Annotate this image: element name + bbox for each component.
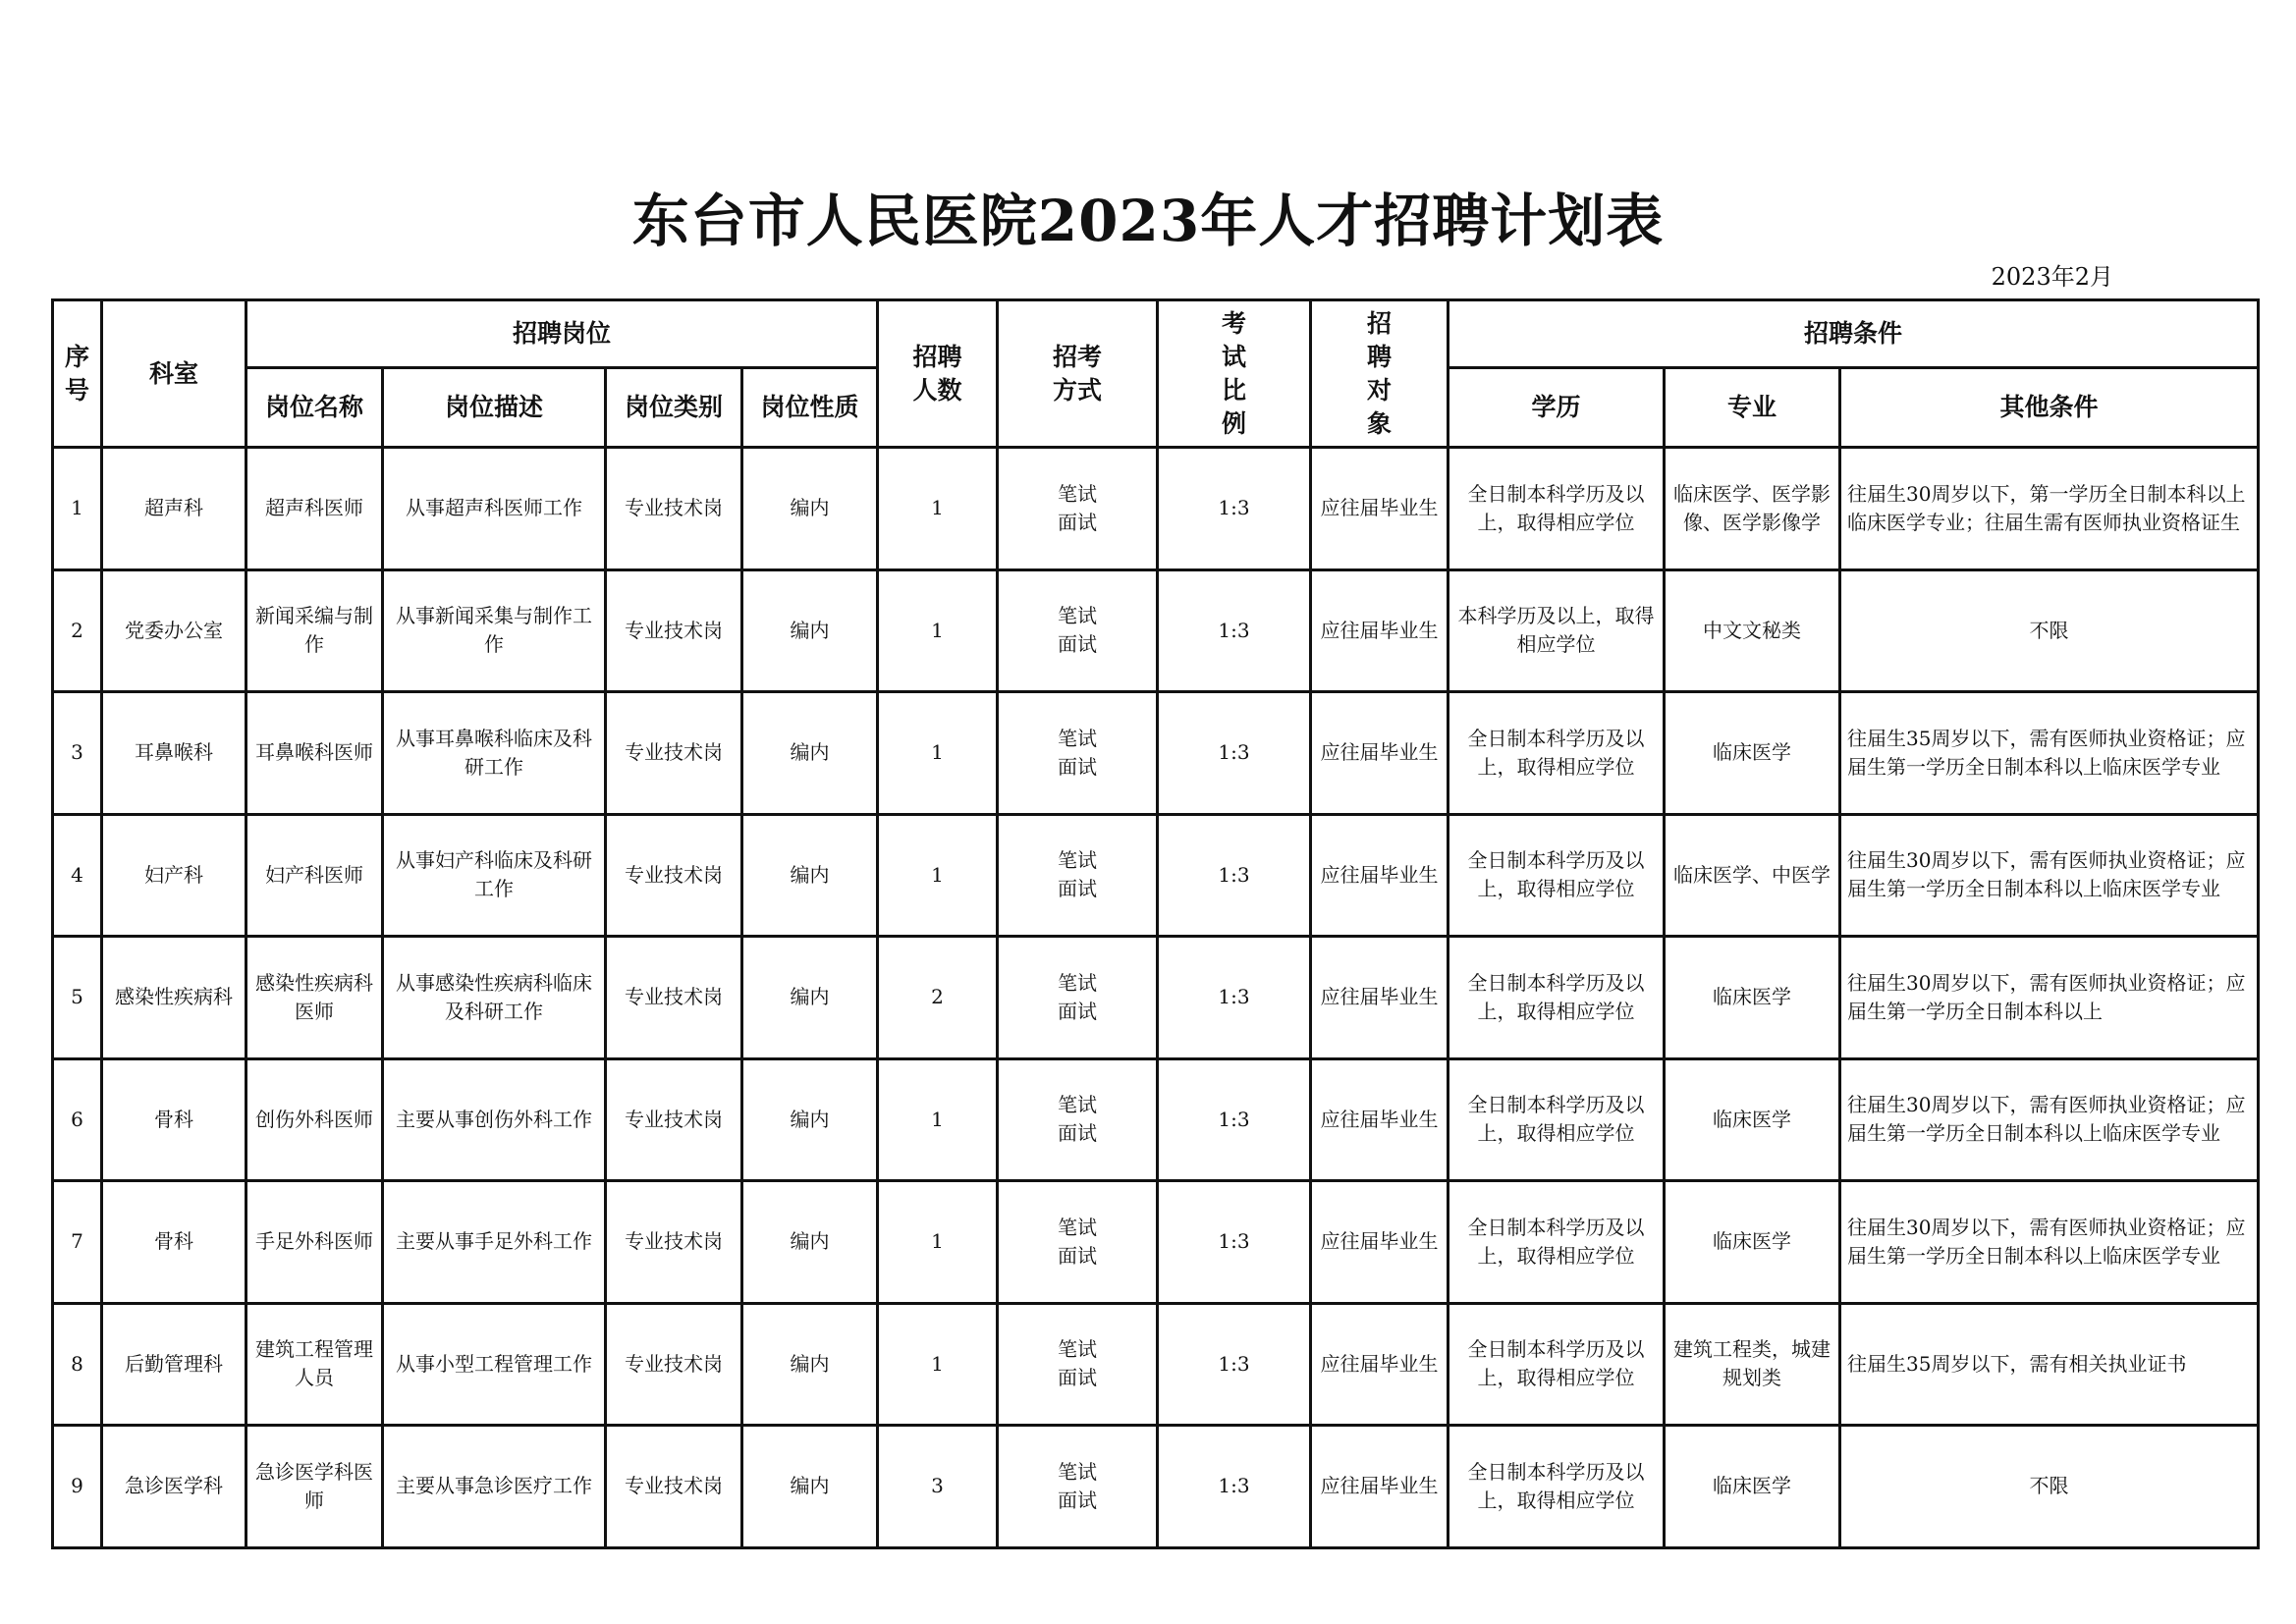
header-post-desc: 岗位描述: [383, 368, 606, 448]
cell-seq: 7: [53, 1181, 102, 1304]
cell-post-desc: 主要从事急诊医疗工作: [383, 1426, 606, 1548]
cell-method: 笔试 面试: [998, 448, 1158, 570]
cell-seq: 6: [53, 1058, 102, 1181]
cell-major: 临床医学: [1665, 937, 1840, 1059]
cell-method: 笔试 面试: [998, 692, 1158, 815]
header-count: 招聘人数: [878, 300, 998, 448]
cell-post-type: 专业技术岗: [606, 814, 742, 937]
cell-post-type: 专业技术岗: [606, 448, 742, 570]
cell-post-type: 专业技术岗: [606, 937, 742, 1059]
cell-major: 临床医学: [1665, 1058, 1840, 1181]
cell-post-nature: 编内: [742, 814, 878, 937]
cell-seq: 8: [53, 1303, 102, 1426]
cell-major: 中文文秘类: [1665, 569, 1840, 692]
table-row: [53, 1058, 2259, 1181]
cell-other: 不限: [1840, 1426, 2259, 1548]
cell-major: 临床医学: [1665, 692, 1840, 815]
header-ratio: 考试比例: [1158, 300, 1311, 448]
cell-education: 全日制本科学历及以上，取得相应学位: [1449, 1058, 1665, 1181]
header-cond-group: 招聘条件: [1449, 300, 2259, 368]
cell-post-name: 建筑工程管理人员: [246, 1303, 383, 1426]
cell-other: 往届生30周岁以下，需有医师执业资格证；应届生第一学历全日制本科以上临床医学专业: [1840, 814, 2259, 937]
cell-ratio: 1:3: [1158, 569, 1311, 692]
cell-post-desc: 从事耳鼻喉科临床及科研工作: [383, 692, 606, 815]
cell-education: 全日制本科学历及以上，取得相应学位: [1449, 448, 1665, 570]
cell-post-nature: 编内: [742, 448, 878, 570]
cell-education: 全日制本科学历及以上，取得相应学位: [1449, 692, 1665, 815]
cell-ratio: 1:3: [1158, 814, 1311, 937]
cell-other: 往届生35周岁以下，需有医师执业资格证；应届生第一学历全日制本科以上临床医学专业: [1840, 692, 2259, 815]
cell-dept: 骨科: [102, 1181, 246, 1304]
cell-post-desc: 从事超声科医师工作: [383, 448, 606, 570]
cell-post-nature: 编内: [742, 1181, 878, 1304]
cell-post-desc: 从事小型工程管理工作: [383, 1303, 606, 1426]
cell-major: 临床医学: [1665, 1426, 1840, 1548]
cell-method: 笔试 面试: [998, 569, 1158, 692]
cell-target: 应往届毕业生: [1311, 448, 1449, 570]
cell-other: 往届生30周岁以下，需有医师执业资格证；应届生第一学历全日制本科以上临床医学专业: [1840, 1058, 2259, 1181]
document-date: 2023年2月: [1991, 263, 2113, 291]
cell-target: 应往届毕业生: [1311, 1426, 1449, 1548]
header-seq: 序号: [53, 300, 102, 448]
cell-post-name: 耳鼻喉科医师: [246, 692, 383, 815]
header-education: 学历: [1449, 368, 1665, 448]
cell-method: 笔试 面试: [998, 814, 1158, 937]
cell-post-desc: 从事感染性疾病科临床及科研工作: [383, 937, 606, 1059]
cell-post-name: 感染性疾病科医师: [246, 937, 383, 1059]
header-other: 其他条件: [1840, 368, 2259, 448]
cell-seq: 1: [53, 448, 102, 570]
cell-post-type: 专业技术岗: [606, 692, 742, 815]
header-major: 专业: [1665, 368, 1840, 448]
cell-major: 建筑工程类，城建规划类: [1665, 1303, 1840, 1426]
page-title: 东台市人民医院2023年人才招聘计划表: [631, 188, 1665, 254]
cell-major: 临床医学: [1665, 1181, 1840, 1304]
cell-post-name: 超声科医师: [246, 448, 383, 570]
cell-method: 笔试 面试: [998, 1181, 1158, 1304]
cell-post-name: 手足外科医师: [246, 1181, 383, 1304]
cell-count: 1: [878, 692, 998, 815]
cell-method: 笔试 面试: [998, 1426, 1158, 1548]
cell-ratio: 1:3: [1158, 692, 1311, 815]
cell-ratio: 1:3: [1158, 1303, 1311, 1426]
cell-target: 应往届毕业生: [1311, 692, 1449, 815]
cell-other: 往届生35周岁以下，需有相关执业证书: [1840, 1303, 2259, 1426]
cell-post-nature: 编内: [742, 937, 878, 1059]
cell-count: 1: [878, 814, 998, 937]
header-target: 招聘对象: [1311, 300, 1449, 448]
cell-method: 笔试 面试: [998, 1058, 1158, 1181]
cell-seq: 5: [53, 937, 102, 1059]
table-row: [53, 1181, 2259, 1304]
cell-education: 全日制本科学历及以上，取得相应学位: [1449, 1303, 1665, 1426]
cell-target: 应往届毕业生: [1311, 1181, 1449, 1304]
cell-major: 临床医学、中医学: [1665, 814, 1840, 937]
cell-ratio: 1:3: [1158, 448, 1311, 570]
cell-post-name: 创伤外科医师: [246, 1058, 383, 1181]
cell-post-type: 专业技术岗: [606, 1181, 742, 1304]
cell-education: 全日制本科学历及以上，取得相应学位: [1449, 1181, 1665, 1304]
cell-post-nature: 编内: [742, 1426, 878, 1548]
cell-dept: 妇产科: [102, 814, 246, 937]
table-row: [53, 569, 2259, 692]
cell-post-nature: 编内: [742, 1058, 878, 1181]
cell-post-type: 专业技术岗: [606, 1303, 742, 1426]
header-post-type: 岗位类别: [606, 368, 742, 448]
cell-count: 1: [878, 448, 998, 570]
cell-count: 2: [878, 937, 998, 1059]
cell-dept: 后勤管理科: [102, 1303, 246, 1426]
cell-post-type: 专业技术岗: [606, 1426, 742, 1548]
cell-target: 应往届毕业生: [1311, 1303, 1449, 1426]
header-method: 招考方式: [998, 300, 1158, 448]
cell-post-nature: 编内: [742, 569, 878, 692]
cell-post-type: 专业技术岗: [606, 569, 742, 692]
header-post-group: 招聘岗位: [246, 300, 878, 368]
header-post-nature: 岗位性质: [742, 368, 878, 448]
cell-method: 笔试 面试: [998, 937, 1158, 1059]
cell-post-desc: 主要从事创伤外科工作: [383, 1058, 606, 1181]
cell-post-desc: 从事妇产科临床及科研工作: [383, 814, 606, 937]
cell-post-nature: 编内: [742, 692, 878, 815]
cell-ratio: 1:3: [1158, 1181, 1311, 1304]
cell-count: 1: [878, 1303, 998, 1426]
cell-education: 本科学历及以上，取得相应学位: [1449, 569, 1665, 692]
cell-dept: 骨科: [102, 1058, 246, 1181]
cell-dept: 感染性疾病科: [102, 937, 246, 1059]
cell-target: 应往届毕业生: [1311, 569, 1449, 692]
cell-count: 1: [878, 569, 998, 692]
cell-target: 应往届毕业生: [1311, 937, 1449, 1059]
cell-education: 全日制本科学历及以上，取得相应学位: [1449, 814, 1665, 937]
header-dept: 科室: [102, 300, 246, 448]
cell-post-nature: 编内: [742, 1303, 878, 1426]
cell-ratio: 1:3: [1158, 1058, 1311, 1181]
table-row: [53, 448, 2259, 570]
cell-dept: 超声科: [102, 448, 246, 570]
cell-post-desc: 主要从事手足外科工作: [383, 1181, 606, 1304]
cell-seq: 4: [53, 814, 102, 937]
table-row: [53, 1426, 2259, 1548]
cell-count: 1: [878, 1058, 998, 1181]
cell-post-name: 新闻采编与制作: [246, 569, 383, 692]
cell-seq: 3: [53, 692, 102, 815]
table-row: [53, 692, 2259, 815]
cell-count: 1: [878, 1181, 998, 1304]
cell-count: 3: [878, 1426, 998, 1548]
cell-dept: 急诊医学科: [102, 1426, 246, 1548]
cell-target: 应往届毕业生: [1311, 1058, 1449, 1181]
cell-education: 全日制本科学历及以上，取得相应学位: [1449, 937, 1665, 1059]
table-row: [53, 1303, 2259, 1426]
cell-major: 临床医学、医学影像、医学影像学: [1665, 448, 1840, 570]
cell-education: 全日制本科学历及以上，取得相应学位: [1449, 1426, 1665, 1548]
cell-dept: 耳鼻喉科: [102, 692, 246, 815]
cell-post-type: 专业技术岗: [606, 1058, 742, 1181]
cell-post-name: 急诊医学科医师: [246, 1426, 383, 1548]
cell-other: 不限: [1840, 569, 2259, 692]
header-post-name: 岗位名称: [246, 368, 383, 448]
table-row: [53, 814, 2259, 937]
cell-other: 往届生30周岁以下，需有医师执业资格证；应届生第一学历全日制本科以上临床医学专业: [1840, 1181, 2259, 1304]
cell-seq: 2: [53, 569, 102, 692]
cell-dept: 党委办公室: [102, 569, 246, 692]
recruitment-table: [51, 298, 2260, 1549]
cell-post-name: 妇产科医师: [246, 814, 383, 937]
cell-target: 应往届毕业生: [1311, 814, 1449, 937]
cell-ratio: 1:3: [1158, 1426, 1311, 1548]
cell-seq: 9: [53, 1426, 102, 1548]
cell-ratio: 1:3: [1158, 937, 1311, 1059]
cell-other: 往届生30周岁以下，需有医师执业资格证；应届生第一学历全日制本科以上: [1840, 937, 2259, 1059]
table-row: [53, 937, 2259, 1059]
cell-post-desc: 从事新闻采集与制作工作: [383, 569, 606, 692]
cell-other: 往届生30周岁以下，第一学历全日制本科以上临床医学专业；往届生需有医师执业资格证生: [1840, 448, 2259, 570]
cell-method: 笔试 面试: [998, 1303, 1158, 1426]
